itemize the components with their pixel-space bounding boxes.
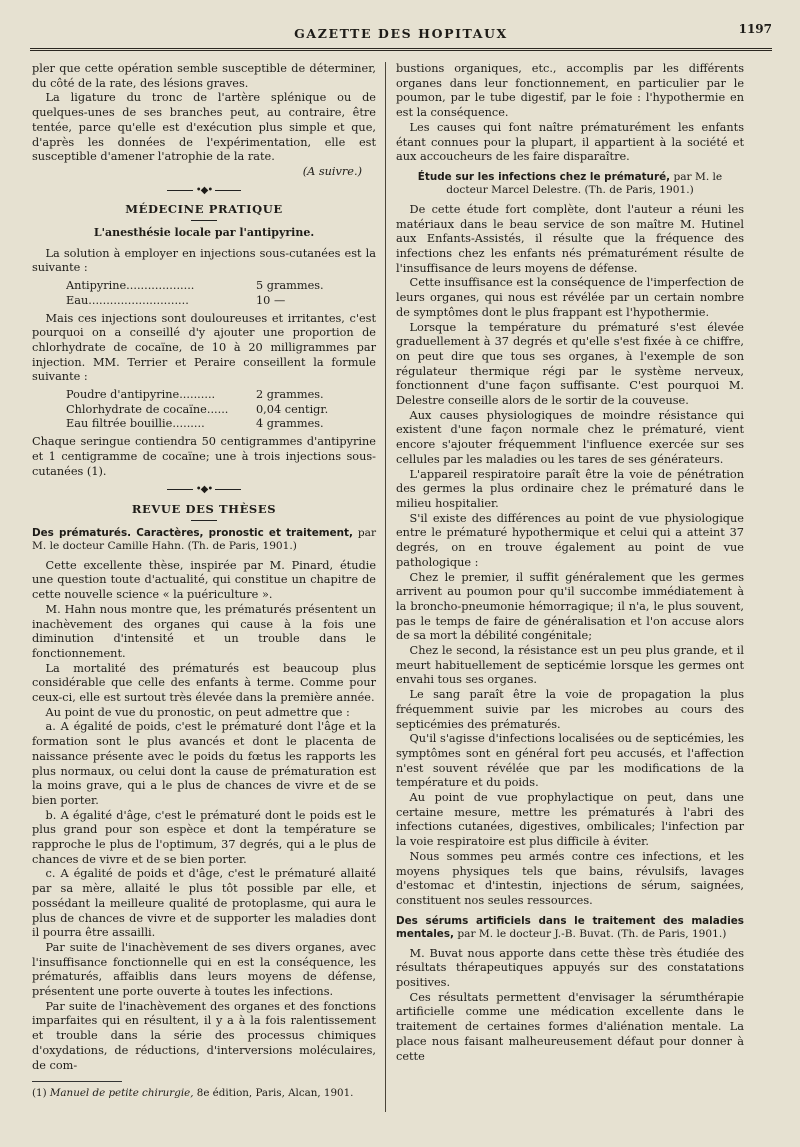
left-column <box>32 62 376 1101</box>
paragraph: Le sang paraît être la voie de propagation la plus fréquemment suivie par les microbes au cours des septicémies des prématurés. <box>396 688 744 731</box>
paragraph: S'il existe des différences au point de vue physiologique entre le prématuré hypothermique et celui qui a atteint 37 degrés, on en trouve également au point de vue pathologique : <box>396 511 744 569</box>
page-header <box>30 22 772 44</box>
thesis-author: par M. le docteur Marcel Delestre. (Th. de Paris, 1901.) <box>446 170 723 197</box>
paragraph: Ces résultats permettent d'envisager la sérumthérapie artificielle comme une médication excellente dans le traitement de certaines formes d'aliénation mentale. La place nous faisant malheureusement défaut pour donner à cette <box>396 990 744 1063</box>
formula-1 <box>66 279 376 308</box>
short-rule <box>191 220 217 221</box>
paragraph: Chaque seringue contiendra 50 centigrammes d'antipyrine et 1 centigramme de cocaïne; une à trois injections sous-cutanées (1). <box>32 435 376 478</box>
paragraph: Nous sommes peu armés contre ces infections, et les moyens physiques tels que bains, révulsifs, lavages d'estomac et d'intestin, injections de sérum, saignées, constituent nos seules ressources. <box>396 849 744 907</box>
to-be-continued: (A suivre.) <box>302 164 362 178</box>
formula-row <box>66 279 376 294</box>
paragraph: La solution à employer en injections sous-cutanées est la suivante : <box>32 246 376 275</box>
paragraph: Au point de vue prophylactique on peut, dans une certaine mesure, mettre les prématurés à l'abri des infections cutanées, digestives, ombilicales; l'infection par la voie respiratoire est plus difficile à éviter. <box>396 791 744 849</box>
ingredient-quantity: 10 — <box>256 293 286 307</box>
thesis-heading-prematures <box>32 527 376 554</box>
paragraph: Par suite de l'inachèvement de ses divers organes, avec l'insuffisance fonctionnelle qui en est la conséquence, les prématurés, affaiblis dans leurs moyens de défense, présentent une porte ouverte à toutes les infections. <box>32 940 376 999</box>
section-title-theses: REVUE DES THÈSES <box>131 501 277 516</box>
footnote-details: 8e édition, Paris, Alcan, 1901. <box>196 1087 354 1100</box>
thesis-heading-serums <box>396 915 744 942</box>
section-ornament: •◆• <box>32 184 376 199</box>
header-rule <box>30 48 772 51</box>
footnote-title: Manuel de petite chirurgie, <box>49 1087 194 1100</box>
right-column <box>396 62 744 1064</box>
ingredient-quantity: 0,04 centigr. <box>256 402 329 416</box>
ingredient-name: Poudre d'antipyrine.......... <box>66 388 216 402</box>
ingredient-name: Chlorhydrate de cocaïne...... <box>66 402 229 416</box>
paragraph: Mais ces injections sont douloureuses et irritantes, c'est pourquoi on a conseillé d'y ajouter une proportion de chlorhydrate de cocaïne, de 10 à 20 milligrammes par injection. MM. Terrier et Peraire conseillent la formule suivante : <box>32 311 376 384</box>
paragraph: bustions organiques, etc., accomplis par les différents organes dans leur fonctionnement, en particulier par le poumon, par le tube digestif, par le foie : l'hypothermie en est la conséquence. <box>396 62 744 120</box>
thesis-title: Étude sur les infections chez le prématuré, <box>417 170 671 183</box>
thesis-author: par M. le docteur Camille Hahn. (Th. de Paris, 1901.) <box>32 526 377 553</box>
paragraph: Au point de vue du pronostic, on peut admettre que : <box>45 705 350 719</box>
ingredient-name: Eau filtrée bouillie......... <box>66 417 205 431</box>
ingredient-name: Antipyrine................... <box>66 279 195 293</box>
ingredient-quantity: 5 grammes. <box>256 279 324 293</box>
formula-row <box>66 294 376 309</box>
ingredient-quantity: 2 grammes. <box>256 388 324 402</box>
ingredient-name: Eau............................ <box>66 293 189 307</box>
paragraph: L'appareil respiratoire paraît être la voie de pénétration des germes la plus ordinaire chez le prématuré dans le milieu hospitalier. <box>396 467 744 510</box>
paragraph: Aux causes physiologiques de moindre résistance qui existent d'une façon normale chez le prématuré, vient encore s'ajouter fréquemment l'influence exercée sur ses cellules par les maladies ou les tares de ses générateurs. <box>396 408 744 466</box>
paragraph: pler que cette opération semble susceptible de déterminer, du côté de la rate, des lésions graves. <box>32 62 376 90</box>
thesis-heading-infections <box>396 171 744 198</box>
section-title-medecine: MÉDECINE PRATIQUE <box>125 202 283 217</box>
paragraph: Chez le premier, il suffit généralement que les germes arrivent au poumon pour qu'il succombe immédiatement à la broncho-pneumonie hémorragique; il n'a, le plus souvent, pas le temps de faire de généralisation et l'on accuse alors de sa mort la débilité congénitale; <box>396 570 744 643</box>
paragraph: La mortalité des prématurés est beaucoup plus considérable que celle des enfants à terme. Comme pour ceux-ci, elle est surtout très élevée dans la première année. <box>32 661 376 705</box>
paragraph: Cette insuffisance est la conséquence de l'imperfection de leurs organes, qui nous est révélée par un certain nombre de symptômes dont le plus frappant est l'hypothermie. <box>396 276 744 319</box>
formula-2 <box>66 388 376 432</box>
formula-row <box>66 388 376 403</box>
thesis-title: Des prématurés. Caractères, pronostic et traitement, <box>32 526 353 539</box>
short-rule <box>191 520 217 521</box>
paragraph: a. A égalité de poids, c'est le prématuré dont l'âge et la formation sont le plus avancés et dont le placenta de naissance présente avec le poids du fœtus les rapports les plus normaux, ou celui dont la cause de prématuration est la moins grave, qui a le plus de chances de vivre et de se bien porter. <box>32 720 376 807</box>
paragraph: b. A égalité d'âge, c'est le prématuré dont le poids est le plus grand pour son espèce et dont la température se rapproche le plus de l'optimum, 37 degrés, qui a le plus de chances de vivre et de se bien porter. <box>32 808 376 866</box>
formula-row <box>66 403 376 418</box>
formula-row <box>66 417 376 432</box>
column-divider <box>385 62 386 1112</box>
article-title-antipyrine: L'anesthésie locale par l'antipyrine. <box>93 226 315 240</box>
thesis-title: Des sérums artificiels dans le traitement des maladies mentales, <box>396 914 744 941</box>
paragraph: Les causes qui font naître prématurément les enfants étant connues pour la plupart, il appartient à la société et aux accoucheurs de les faire disparaître. <box>396 120 744 164</box>
journal-title: GAZETTE DES HOPITAUX <box>294 26 508 41</box>
paragraph: c. A égalité de poids et d'âge, c'est le prématuré allaité par sa mère, allaité le plus tôt possible par elle, et possédant la meilleure qualité de protoplasme, qui aura le plus de chances de vivre et de supporter les maladies dont il pourra être assailli. <box>32 867 376 940</box>
paragraph: M. Buvat nous apporte dans cette thèse très étudiée des résultats thérapeutiques appuyés sur des constatations positives. <box>396 946 744 990</box>
paragraph: Lorsque la température du prématuré s'est élevée graduellement à 37 degrés et qu'elle s'est fixée à ce chiffre, on peut dire que tous ses organes, à l'exemple de son régulateur thermique régi par le système nerveux, fonctionnent d'une façon suffisante. C'est pourquoi M. Delestre conseille alors de le sortir de la couveuse. <box>396 320 744 408</box>
paragraph: Chez le second, la résistance est un peu plus grande, et il meurt habituellement de septicémie lorsque les germes ont envahi tous ses organes. <box>396 644 744 687</box>
thesis-author: par M. le docteur J.-B. Buvat. (Th. de Paris, 1901.) <box>457 928 727 941</box>
paragraph: M. Hahn nous montre que, les prématurés présentent un inachèvement des organes qui cause à la fois une diminution d'intensité et un trouble dans le fonctionnement. <box>32 602 376 660</box>
section-ornament: •◆• <box>32 483 376 498</box>
paragraph: Qu'il s'agisse d'infections localisées ou de septicémies, les symptômes sont en général fort peu accusés, et l'affection n'est souvent révélée que par les modifications de la température et du poids. <box>396 732 744 790</box>
footnote-marker: (1) <box>32 1087 47 1100</box>
footnote <box>32 1086 376 1101</box>
paragraph: De cette étude fort complète, dont l'auteur a réuni les matériaux dans le beau service de son maître M. Hutinel aux Enfants-Assistés, il résulte que la fréquence des infections chez les enfants nés prématurément résulte de l'insuffisance de leurs moyens de défense. <box>396 202 744 275</box>
paragraph: Cette excellente thèse, inspirée par M. Pinard, étudie une question toute d'actualité, qui constitue un chapitre de cette nouvelle science « la puériculture ». <box>32 558 376 602</box>
paragraph: La ligature du tronc de l'artère splénique ou de quelques-unes de ses branches peut, au contraire, être tentée, parce qu'elle est d'exécution plus simple et que, d'après les données de l'expérimentation, elle est susceptible d'amener l'atrophie de la rate. <box>32 91 376 164</box>
paragraph: Par suite de l'inachèvement des organes et des fonctions imparfaites qui en résultent, il y a à la fois ralentissement et trouble dans la série des processus chimiques d'oxydations, de réductions, d'interversions moléculaires, de com- <box>32 999 376 1072</box>
ingredient-quantity: 4 grammes. <box>256 417 324 431</box>
page-number: 1197 <box>738 22 772 36</box>
footnote-rule <box>32 1081 122 1082</box>
